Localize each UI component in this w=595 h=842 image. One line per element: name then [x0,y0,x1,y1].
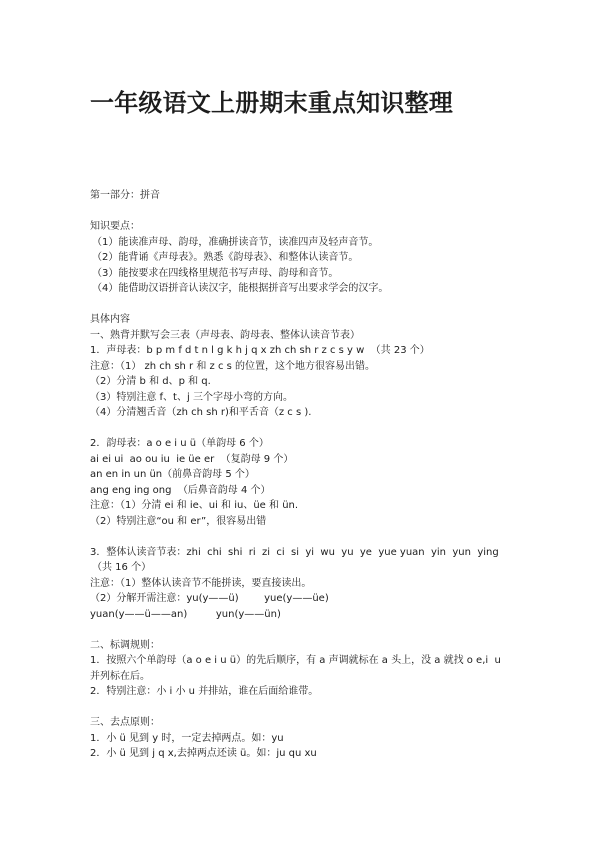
whole-syllables-line: （共 16 个） [92,562,152,573]
tone-rule-line: 1．按照六个单韵母（a o e i u ü）的先后顺序，有 a 声调就标在 a 头上，没 a 就找 o e,i u [90,655,501,666]
blank-line [90,204,550,220]
tone-rule-line: 2．特别注意：小 i 小 u 并排站，谁在后面给谁带。 [90,686,319,697]
part-heading: 第一部分：拼音 [90,190,160,201]
finals-line: an en in un ün（前鼻音韵母 5 个） [90,469,255,480]
blank-line [90,421,550,437]
section1-heading: 一、熟背并默写会三表（声母表、韵母表、整体认读音节表） [90,329,360,341]
consonants-line: 注意：（1） zh ch sh r 和 z c s 的位置，这个地方很容易出错。 [90,360,376,372]
finals-line: ang eng ing ong （后鼻音韵母 4 个） [90,484,271,496]
key-point-item: （1）能读准声母、韵母，准确拼读音节，读准四声及轻声音节。 [92,236,379,248]
key-point-item: （3）能按要求在四线格里规范书写声母、韵母和音节。 [92,267,339,279]
blank-line [90,700,550,716]
document-body [90,188,550,762]
section3-heading: 三、去点原则： [90,717,160,728]
consonants-line: 1．声母表：b p m f d t n l g k h j q x zh ch sh r z c s y w （共 23 个） [90,345,430,356]
key-point-item: （4）能借助汉语拼音认读汉字，能根据拼音写出要求学会的汉字。 [92,283,389,294]
finals-line: （2）特别注意“ou 和 er”，很容易出错 [90,515,267,527]
finals-line: ai ei ui ao ou iu ie üe er （复韵母 9 个） [90,453,294,465]
key-points-heading: 知识要点： [90,221,140,232]
document-title: 一年级语文上册期末重点知识整理 [90,89,453,117]
whole-syllables-line: 注意：（1）整体认读音节不能拼读，要直接读出。 [90,577,312,589]
finals-line: 注意：（1）分清 ei 和 ie、ui 和 iu、üe 和 ün. [90,500,299,511]
whole-syllables-line: （2）分解开需注意：yu(y——ü) yue(y——üe) [90,593,329,604]
whole-syllables-line: 3．整体认读音节表：zhi chi shi ri zi ci si yi wu yu ye yue yuan yin yun ying [90,546,499,558]
key-point-item: （2）能背诵《声母表》。熟悉《韵母表》、和整体认读音节。 [92,252,359,263]
blank-line [90,529,550,545]
blank-line [90,622,550,638]
consonants-line: （3）特别注意 f、t、j 三个字母小弯的方向。 [90,391,293,403]
content-heading: 具体内容 [90,314,130,325]
whole-syllables-line: yuan(y——ü——an) yun(y——ün) [90,608,281,620]
tone-rule-line: 并列标在后。 [90,670,150,682]
finals-line: 2．韵母表：a o e i u ü（单韵母 6 个） [90,438,269,449]
consonants-line: （4）分清翘舌音（zh ch sh r)和平舌音（z c s ). [90,407,312,418]
dot-rule-line: 1．小 ü 见到 y 时，一定去掉两点。如：yu [90,732,284,744]
section2-heading: 二、标调规则： [90,639,160,651]
blank-line [90,297,550,313]
consonants-line: （2）分清 b 和 d、p 和 q. [90,376,211,387]
dot-rule-line: 2．小 ü 见到 j q x,去掉两点还读 ü。如：ju qu xu [90,748,317,759]
